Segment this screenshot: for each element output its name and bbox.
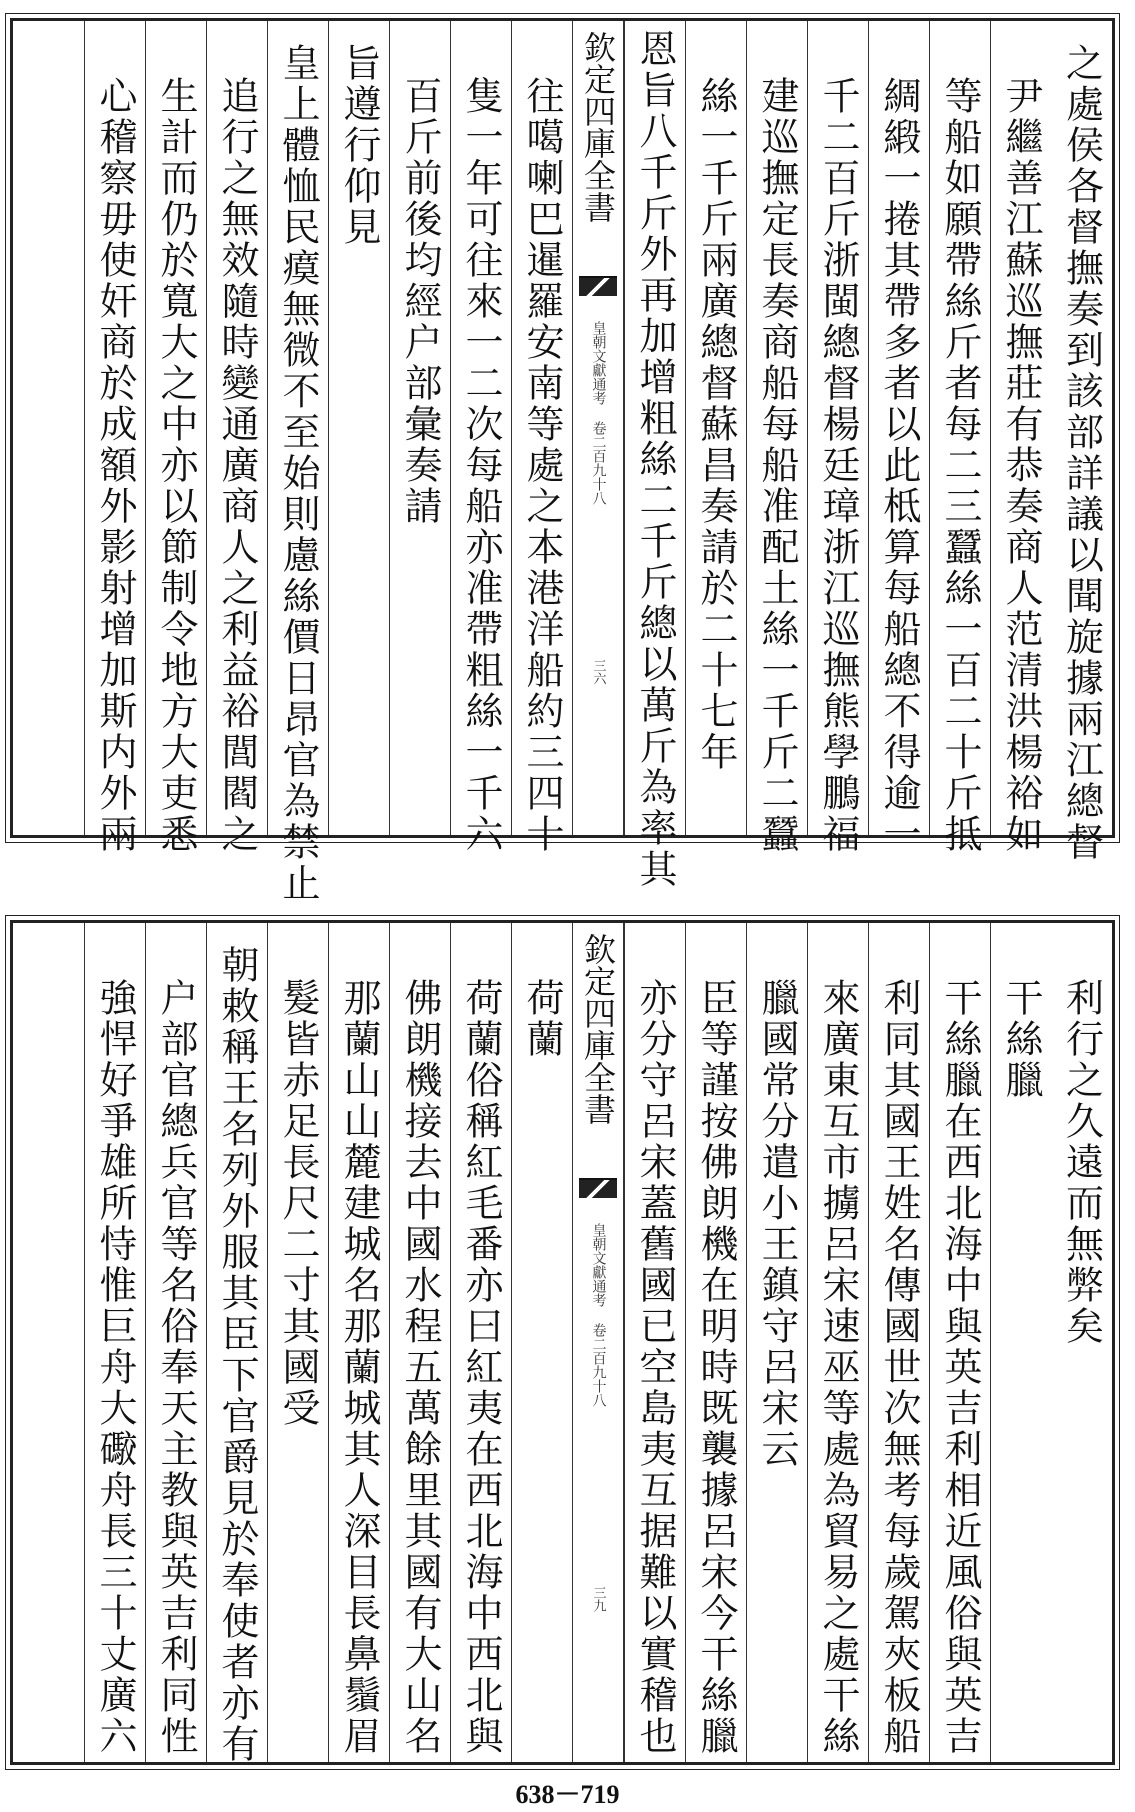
text-column bbox=[511, 21, 572, 855]
text-column bbox=[807, 21, 868, 855]
column-text: 那蘭山山麓建城名那蘭城其人深目長鼻鬚眉 bbox=[337, 978, 381, 1757]
column-text: 強悍好爭雄所恃惟巨舟大礮舟長三十丈廣六 bbox=[93, 978, 137, 1757]
folio-number: 三六 bbox=[590, 659, 606, 685]
column-text: 之處侯各督撫奏到該部詳議以聞旋據兩江總督 bbox=[1059, 43, 1104, 863]
column-text: 等船如願帶絲斤者每二三蠶絲一百二十斤抵 bbox=[938, 76, 982, 855]
column-text: 來廣東互市擄呂宋速巫等處為貿易之處干絲 bbox=[816, 978, 860, 1757]
text-column bbox=[267, 21, 328, 904]
text-column bbox=[1051, 923, 1112, 1762]
column-text: 臣等謹按佛朗機在明時既襲據呂宋今干絲臘 bbox=[694, 978, 738, 1757]
book-volume-label: 皇朝文獻通考 卷二百九十八 bbox=[590, 1223, 607, 1407]
column-text: 建巡撫定長奏商船每船准配土絲一千斤二蠶 bbox=[755, 76, 799, 855]
column-text: 隻一年可往來一二次每船亦准帶粗絲一千六 bbox=[459, 76, 503, 855]
text-column bbox=[84, 923, 145, 1762]
text-column bbox=[84, 21, 145, 855]
fishtail-mark-icon bbox=[579, 1178, 617, 1198]
text-column bbox=[145, 21, 206, 855]
page-number: 638－719 bbox=[515, 1780, 620, 1809]
column-text: 荷蘭俗稱紅毛番亦曰紅夷在西北海中西北與 bbox=[459, 978, 503, 1757]
column-text: 百斤前後均經户部彙奏請 bbox=[398, 76, 442, 527]
text-column bbox=[450, 923, 511, 1762]
column-text: 利行之久遠而無弊矣 bbox=[1059, 978, 1104, 1347]
text-column bbox=[746, 21, 807, 855]
text-column bbox=[868, 923, 929, 1762]
text-column bbox=[328, 923, 389, 1762]
text-column bbox=[807, 923, 868, 1762]
center-gutter bbox=[572, 21, 624, 835]
column-text: 佛朗機接去中國水程五萬餘里其國有大山名 bbox=[398, 978, 442, 1757]
text-column bbox=[145, 923, 206, 1762]
text-column bbox=[450, 21, 511, 855]
section-heading-column bbox=[511, 923, 572, 1762]
upper-columns bbox=[13, 21, 1112, 904]
lower-page bbox=[10, 920, 1115, 1765]
text-column bbox=[206, 923, 267, 1765]
center-gutter bbox=[572, 923, 624, 1762]
text-column bbox=[206, 21, 267, 855]
library-title: 欽定四庫全書 bbox=[579, 933, 617, 1125]
lower-columns bbox=[13, 923, 1112, 1765]
text-column bbox=[624, 923, 685, 1762]
upper-page bbox=[10, 18, 1115, 904]
column-text: 尹繼善江蘇巡撫莊有恭奏商人范清洪楊裕如 bbox=[999, 76, 1043, 855]
section-heading: 荷蘭 bbox=[520, 978, 564, 1060]
column-text: 臘國常分遣小王鎮守呂宋云 bbox=[755, 978, 799, 1470]
column-text: 旨遵行仰見 bbox=[337, 43, 381, 248]
column-text: 亦分守呂宋蓋舊國已空島夷互据難以實稽也 bbox=[633, 978, 677, 1757]
text-column bbox=[868, 21, 929, 855]
section-heading: 干絲臘 bbox=[999, 978, 1043, 1101]
text-column bbox=[929, 923, 990, 1762]
text-column bbox=[389, 21, 450, 835]
fishtail-mark-icon bbox=[579, 276, 617, 296]
column-text: 朝敕稱王名列外服其臣下官爵見於奉使者亦有 bbox=[215, 945, 259, 1765]
text-column bbox=[267, 923, 328, 1762]
text-column bbox=[685, 923, 746, 1762]
text-column bbox=[746, 923, 807, 1762]
column-text: 干絲臘在西北海中與英吉利相近風俗與英吉 bbox=[938, 978, 982, 1757]
text-column bbox=[990, 21, 1051, 855]
column-text: 利同其國王姓名傳國世次無考每歲駕夾板船 bbox=[877, 978, 921, 1757]
book-volume-label: 皇朝文獻通考 卷二百九十八 bbox=[590, 321, 607, 505]
text-column bbox=[1051, 21, 1112, 863]
text-column bbox=[685, 21, 746, 835]
text-column bbox=[328, 21, 389, 835]
column-text: 追行之無效隨時變通廣商人之利益裕閭閻之 bbox=[215, 76, 259, 855]
library-title: 欽定四庫全書 bbox=[579, 31, 617, 223]
column-text: 往噶喇巴暹羅安南等處之本港洋船約三四十 bbox=[520, 76, 564, 855]
text-column bbox=[624, 21, 685, 890]
folio-number: 三九 bbox=[590, 1586, 606, 1612]
column-text: 千二百斤浙閩總督楊廷璋浙江巡撫熊學鵬福 bbox=[816, 76, 860, 855]
column-text: 皇上體恤民瘼無微不至始則慮絲價日昂官為禁止 bbox=[276, 43, 320, 904]
column-text: 綢緞一捲其帶多者以此柢算每船總不得逾一 bbox=[877, 76, 921, 855]
column-text: 户部官總兵官等名俗奉天主教與英吉利同性 bbox=[154, 978, 198, 1757]
column-text: 髮皆赤足長尺二寸其國受 bbox=[276, 978, 320, 1429]
column-text: 絲一千斤兩廣總督蘇昌奏請於二十七年 bbox=[694, 76, 738, 773]
column-text: 心稽察毋使奸商於成額外影射增加斯内外兩 bbox=[93, 76, 137, 855]
text-column bbox=[929, 21, 990, 855]
text-column bbox=[389, 923, 450, 1762]
column-text: 恩旨八千斤外再加增粗絲二千斤總以萬斤為率其 bbox=[633, 29, 677, 890]
section-heading-column bbox=[990, 923, 1051, 1762]
column-text: 生計而仍於寬大之中亦以節制令地方大吏悉 bbox=[154, 76, 198, 855]
